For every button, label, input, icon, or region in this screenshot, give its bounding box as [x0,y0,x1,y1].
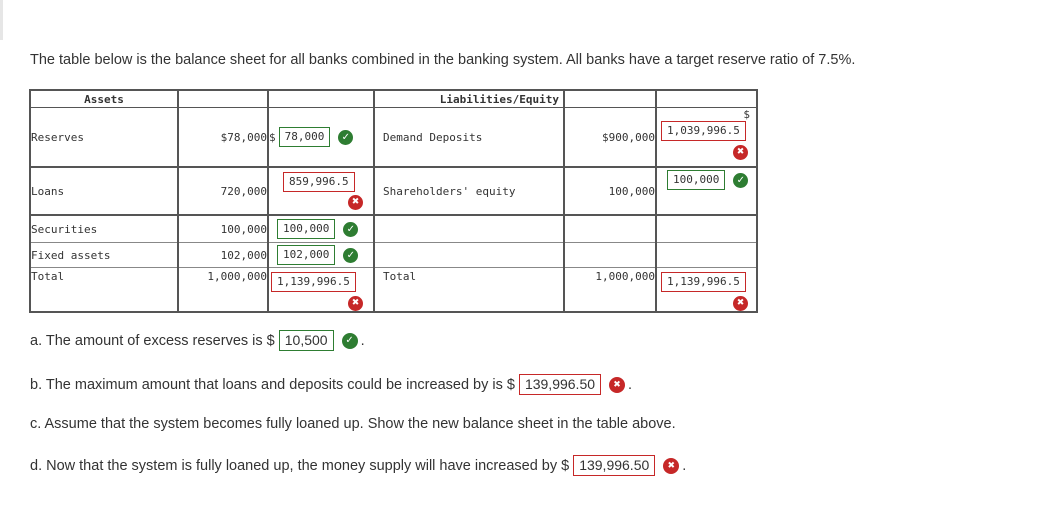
table-header-row [30,90,757,108]
question-a-text: a. The amount of excess reserves is $ [30,332,275,349]
question-d-text: d. Now that the system is fully loaned up, the money supply will have increased by $ [30,457,570,474]
x-circle-icon [609,377,625,393]
liabilities-total-value: 1,000,000 [564,268,656,313]
question-b-answer-input[interactable]: 139,996.50 [519,374,601,395]
shareholders-equity-new-input[interactable]: 100,000 [667,170,725,190]
table-row [30,215,757,243]
table-row [30,108,757,168]
x-circle-icon [733,296,748,311]
liabilities-header: Liabilities/Equity [374,90,564,108]
x-circle-icon [663,458,679,474]
assets-total-value: 1,000,000 [178,268,268,313]
reserves-value: $78,000 [178,108,268,168]
question-c [30,416,676,432]
check-circle-icon [343,248,358,263]
shareholders-equity-value: 100,000 [564,167,656,215]
question-b: b. The maximum amount that loans and deposits could be increased by is $ 139,996.50 ✖ . [30,374,632,395]
reserves-label: Reserves [30,108,178,168]
left-edge-line [0,0,3,40]
x-circle-icon [733,145,748,160]
question-d: d. Now that the system is fully loaned up, the money supply will have increased by $ 139,996.50 ✖ . [30,455,686,476]
check-circle-icon [342,333,358,349]
fixed-assets-label: Fixed assets [30,243,178,268]
check-circle-icon [338,130,353,145]
intro-text: The table below is the balance sheet for all banks combined in the banking system. All banks have a target reserve ratio of 7.5%. [30,52,856,68]
shareholders-equity-label: Shareholders' equity [374,167,564,215]
demand-deposits-value: $900,000 [564,108,656,168]
assets-total-label: Total [30,268,178,313]
x-circle-icon [348,296,363,311]
demand-deposits-new-input[interactable]: 1,039,996.5 [661,121,746,141]
assets-total-new-input[interactable]: 1,139,996.5 [271,272,356,292]
fixed-assets-value: 102,000 [178,243,268,268]
reserves-new-input[interactable]: 78,000 [279,127,331,147]
table-row [30,268,757,313]
question-a-answer-input[interactable]: 10,500 [279,330,334,351]
securities-value: 100,000 [178,215,268,243]
loans-label: Loans [30,167,178,215]
assets-header: Assets [30,90,178,108]
loans-value: 720,000 [178,167,268,215]
liabilities-total-new-input[interactable]: 1,139,996.5 [661,272,746,292]
check-circle-icon [733,173,748,188]
question-b-text: b. The maximum amount that loans and deposits could be increased by is $ [30,376,515,393]
demand-deposits-label: Demand Deposits [374,108,564,168]
question-c-text: c. Assume that the system becomes fully loaned up. Show the new balance sheet in the table above. [30,416,676,432]
question-a: a. The amount of excess reserves is $ 10,500 ✓ . [30,330,365,351]
securities-new-input[interactable]: 100,000 [277,219,335,239]
balance-sheet-table [29,89,758,313]
x-circle-icon [348,195,363,210]
securities-label: Securities [30,215,178,243]
check-circle-icon [343,222,358,237]
loans-new-input[interactable]: 859,996.5 [283,172,355,192]
demand-deposits-dollar-sign: $ [743,108,750,121]
question-d-answer-input[interactable]: 139,996.50 [573,455,655,476]
table-row [30,167,757,215]
fixed-assets-new-input[interactable]: 102,000 [277,245,335,265]
reserves-dollar-sign: $ [269,130,276,144]
liabilities-total-label: Total [374,268,564,313]
table-row [30,243,757,268]
